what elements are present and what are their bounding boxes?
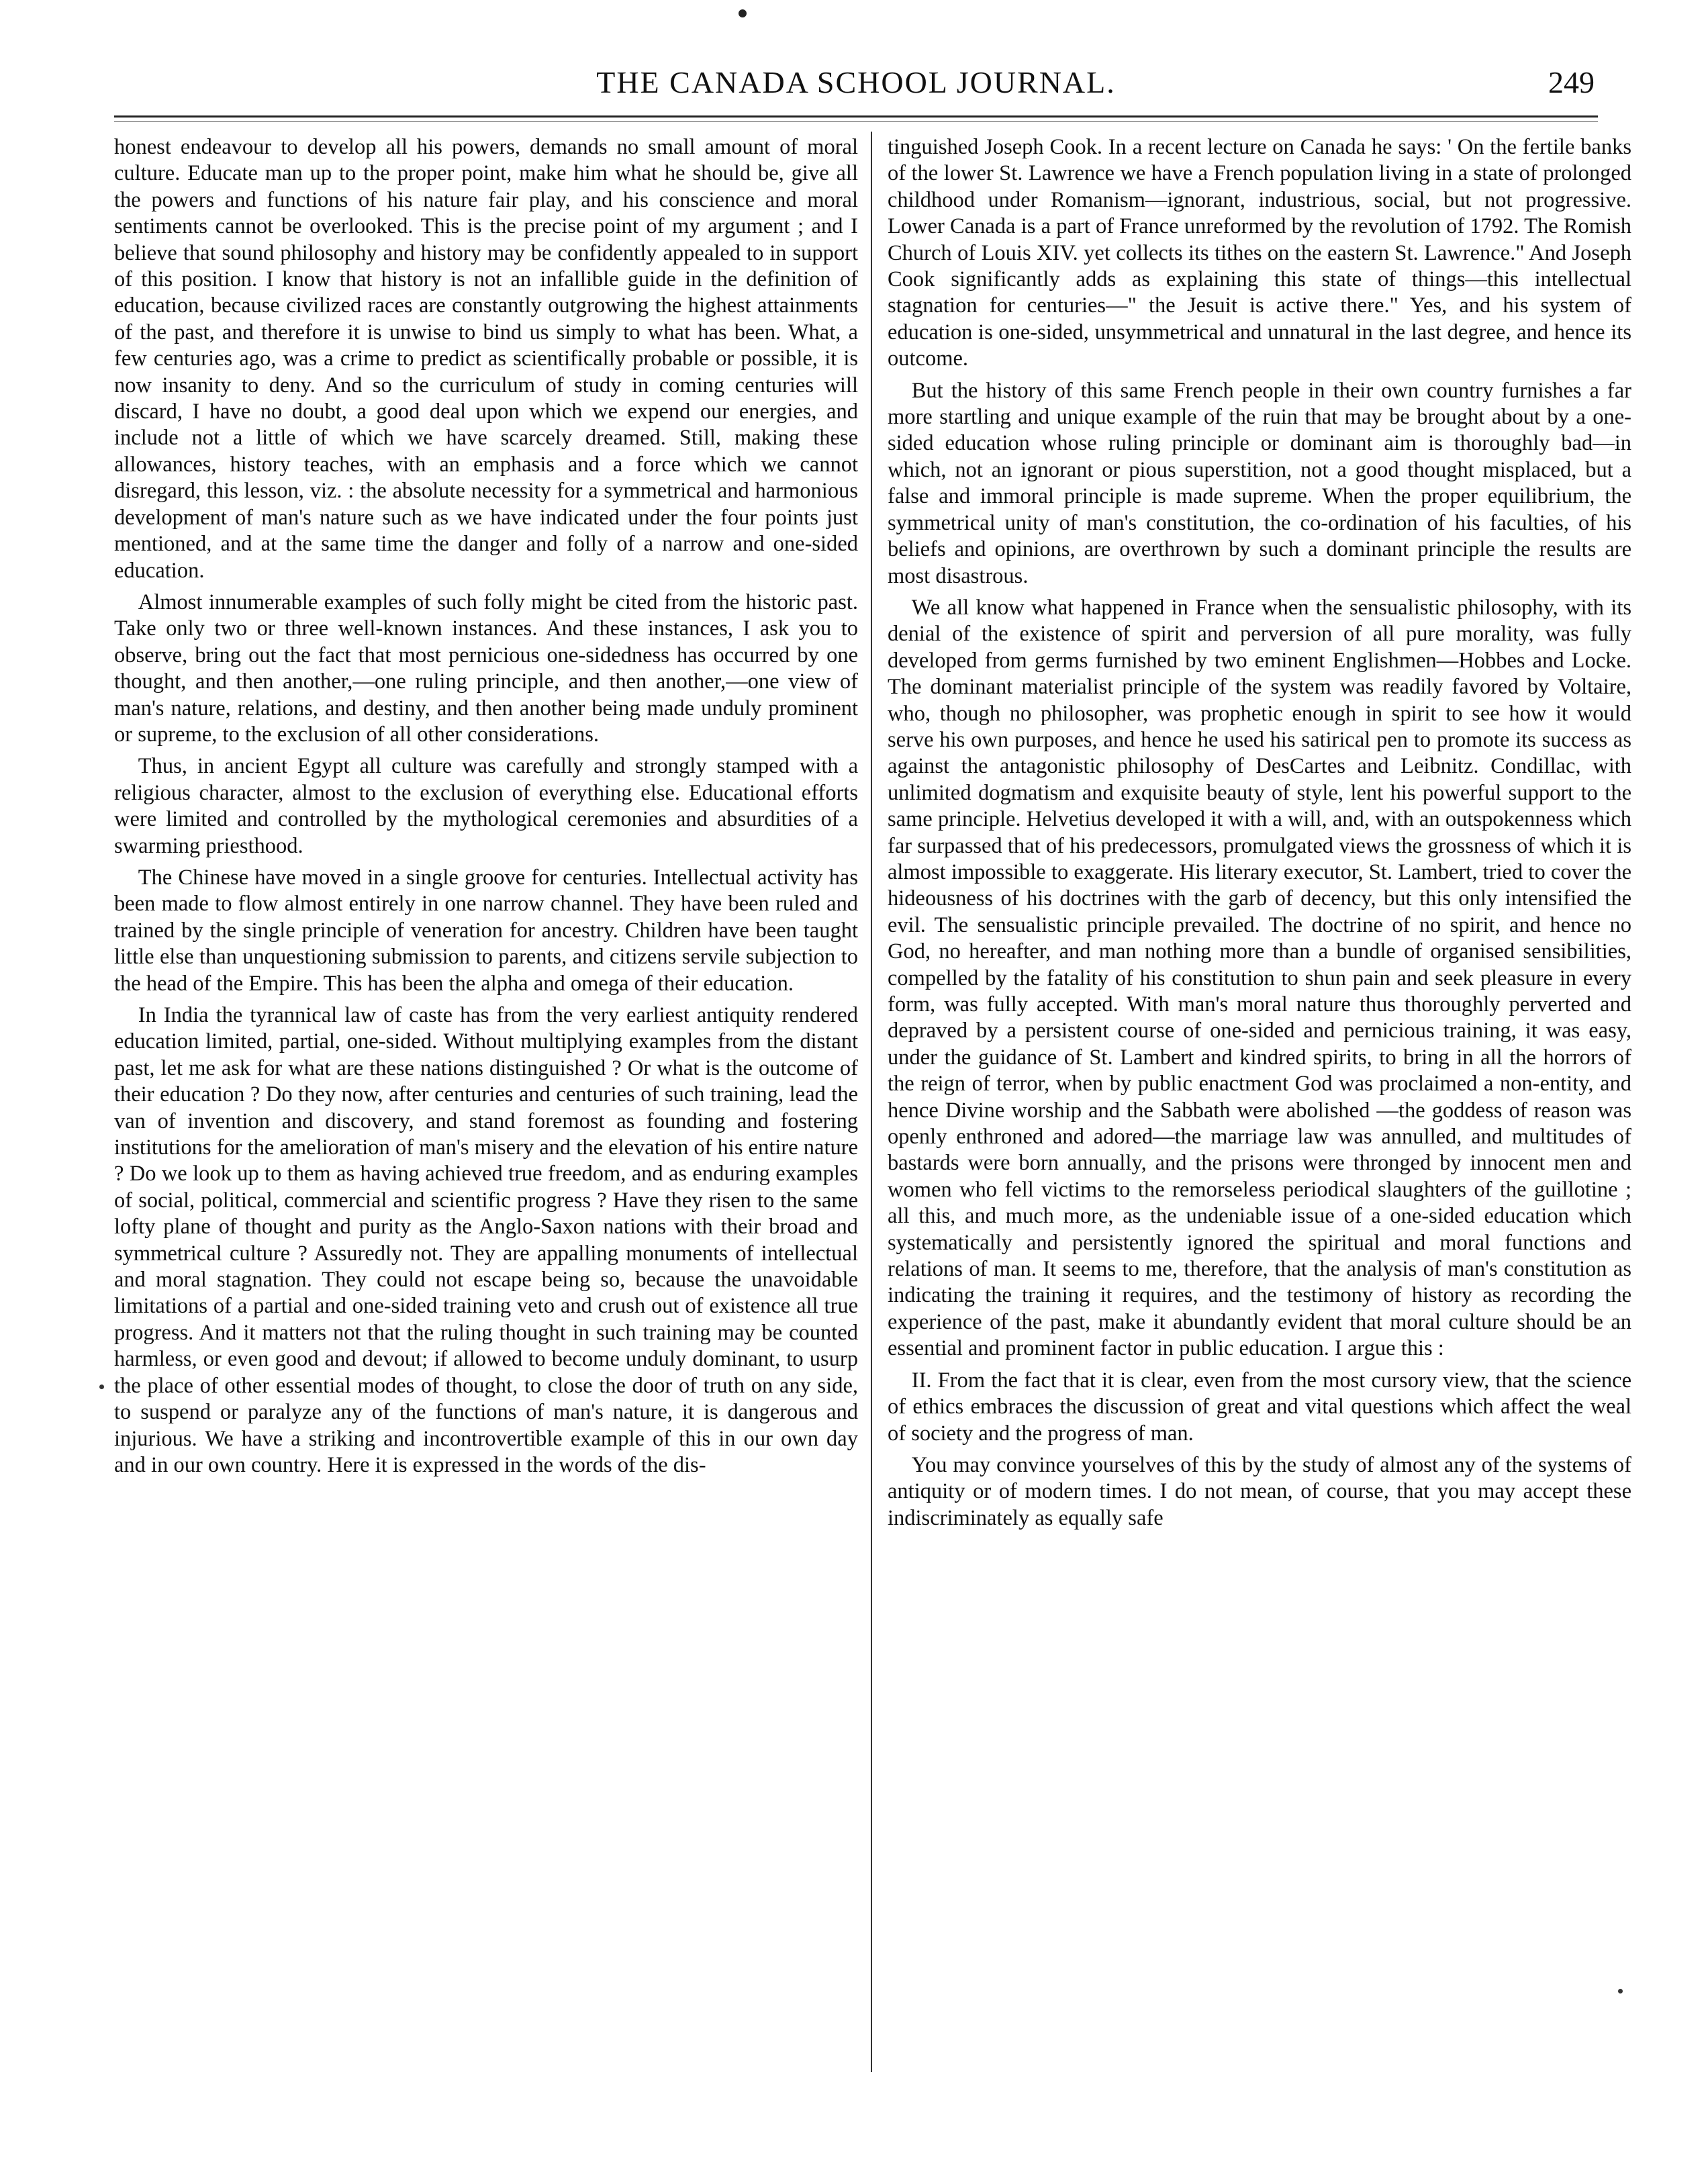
paragraph: tinguished Joseph Cook. In a recent lecture on Canada he says: ' On the fertile banks of the lower St. Lawrence we have a French population living in a state of prolonged childhood under Romanism—ignorant, industrious, social, but not progressive. Lower Canada is a part of France unreformed by the revolution of 1792. The Romish Church of Louis XIV. yet collects its tithes on the eastern St. Lawrence." And Joseph Cook significantly adds as explaining this state of things—this intellectual stagnation for centuries—" the Jesuit is active there." Yes, and his system of education is one-sided, unsymmetrical and unnatural in the last degree, and hence its outcome. — [888, 135, 1631, 371]
margin-mark — [99, 1385, 104, 1389]
paragraph: The Chinese have moved in a single groove for centuries. Intellectual activity has been made to flow almost entirely in one narrow channel. They have been ruled and trained by the single principle of veneration for ancestry. Children have been taught little else than unquestioning submission to parents, and citizens servile subjection to the head of the Empire. This has been the alpha and omega of their education. — [114, 865, 858, 996]
paragraph: Thus, in ancient Egypt all culture was carefully and strongly stamped with a religious character, almost to the exclusion of everything else. Educational efforts were limited and controlled by the mythological ceremonies and absurdities of a swarming priesthood. — [114, 754, 858, 858]
right-column — [888, 134, 1631, 1537]
column-divider — [871, 132, 872, 2072]
journal-title: THE CANADA SCHOOL JOURNAL. — [596, 65, 1116, 99]
running-header — [117, 62, 1595, 109]
page-number: 249 — [1548, 65, 1595, 99]
print-mark — [739, 9, 747, 17]
paragraph: But the history of this same French people in their own country furnishes a far more startling and unique example of the ruin that may be brought about by a one-sided education whose ruling principle or dominant aim is thoroughly bad—in which, not an ignorant or pious superstition, not a good thought misplaced, but a false and immoral principle is made supreme. When the proper equilibrium, the symmetrical unity of man's constitution, the co-ordination of his faculties, of his beliefs and opinions, are overthrown by such a dominant principle the results are most disastrous. — [888, 378, 1631, 588]
left-column — [114, 134, 858, 1484]
paragraph: honest endeavour to develop all his powers, demands no small amount of moral culture. Educate man up to the proper point, make him what he should be, give all the powers and functions of his nature fair play, and his conscience and moral sentiments cannot be overlooked. This is the precise point of my argument ; and I believe that sound philosophy and history may be confidently appealed to in support of this position. I know that history is not an infallible guide in the definition of education, because civilized races are constantly outgrowing the highest attainments of the past, and therefore it is unwise to bind us simply to what has been. What, a few centuries ago, was a crime to predict as scientifically probable or possible, it is now insanity to deny. And so the curriculum of study in coming centuries will discard, I have no doubt, a good deal upon which we expend our energies, and include not a little of which we have scarcely dreamed. Still, making these allowances, history teaches, with an emphasis and a force which we cannot disregard, this lesson, viz. : the absolute necessity for a symmetrical and harmonious development of man's nature such as we have indicated under the four points just mentioned, and at the same time the danger and folly of a narrow and one-sided education. — [114, 135, 858, 583]
margin-mark — [1618, 1989, 1623, 1993]
paragraph: You may convince yourselves of this by the study of almost any of the systems of antiquity or of modern times. I do not mean, of course, that you may accept these indiscriminately as equally safe — [888, 1452, 1631, 1530]
paragraph: Almost innumerable examples of such folly might be cited from the historic past. Take only two or three well-known instances. And these instances, I ask you to observe, bring out the fact that most pernicious one-sidedness has occurred by one thought, and then another,—one ruling principle, and then another,—one view of man's nature, relations, and destiny, and then another being made unduly prominent or supreme, to the exclusion of all other considerations. — [114, 590, 858, 747]
paragraph: In India the tyrannical law of caste has from the very earliest antiquity rendered education limited, partial, one-sided. Without multiplying examples from the distant past, let me ask for what are these nations distinguished ? Or what is the outcome of their education ? Do they now, after centuries and centuries of such training, lead the van of invention and discovery, and stand foremost as founding and fostering institutions for the amelioration of man's misery and the elevation of his entire nature ? Do we look up to them as having achieved true freedom, and as enduring examples of social, political, commercial and scientific progress ? Have they risen to the same lofty plane of thought and purity as the Anglo-Saxon nations with their broad and symmetrical culture ? Assuredly not. They are appalling monuments of intellectual and moral stagnation. They could not escape being so, because the unavoidable limitations of a partial and one-sided training veto and crush out of existence all true progress. And it matters not that the ruling thought in such training may be counted harmless, or even good and devout; if allowed to become unduly dominant, to usurp the place of other essential modes of thought, to close the door of truth on any side, to suspend or paralyze any of the functions of man's nature, it is dangerous and injurious. We have a striking and incontrovertible example of this in our own day and in our own country. Here it is expressed in the words of the dis- — [114, 1003, 858, 1477]
paragraph: II. From the fact that it is clear, even from the most cursory view, that the science of ethics embraces the discussion of great and vital questions which affect the weal of society and the progress of man. — [888, 1368, 1631, 1446]
header-rule-thin — [114, 121, 1598, 122]
paragraph: We all know what happened in France when the sensualistic philosophy, with its denial of the existence of spirit and perversion of all pure morality, was fully developed from germs furnished by two eminent Englishmen—Hobbes and Locke. The dominant materialist principle of the system was readily favored by Voltaire, who, though no philosopher, was prophetic enough in spirit to see how it would serve his own purposes, and hence he used his satirical pen to promote its success as against the antagonistic philosophy of DesCartes and Leibnitz. Condillac, with unlimited dogmatism and exquisite beauty of style, lent his powerful support to the same principle. Helvetius developed it with a will, and, with an outspokenness which far surpassed that of his predecessors, promulgated views the grossness of which it is almost impossible to exaggerate. His literary executor, St. Lambert, tried to cover the hideousness of his doctrines with the garb of decency, but this only intensified the evil. The sensualistic principle prevailed. The doctrine of no spirit, and hence no God, no hereafter, and man nothing more than a bundle of organised sensibilities, compelled by the fatality of his constitution to shun pain and seek pleasure in every form, was fully accepted. With man's moral nature thus thoroughly perverted and depraved by a persistent course of one-sided and pernicious training, it was easy, under the guidance of St. Lambert and kindred spirits, to bring in all the horrors of the reign of terror, when by public enactment God was proclaimed a non-entity, and hence Divine worship and the Sabbath were abolished —the goddess of reason was openly enthroned and adored—the marriage law was annulled, and multitudes of bastards were born annually, and the prisons were thronged by innocent men and women who fell victims to the remorseless periodical slaughters of the guillotine ; all this, and much more, as the undeniable issue of a one-sided education which systematically and persistently ignored the spiritual and moral functions and relations of man. It seems to me, therefore, that the analysis of man's constitution as indicating the training it requires, and the testimony of history as recording the experience of the past, make it abundantly evident that moral culture should be an essential and prominent factor in public education. I argue this : — [888, 595, 1631, 1361]
header-rule — [114, 115, 1598, 118]
